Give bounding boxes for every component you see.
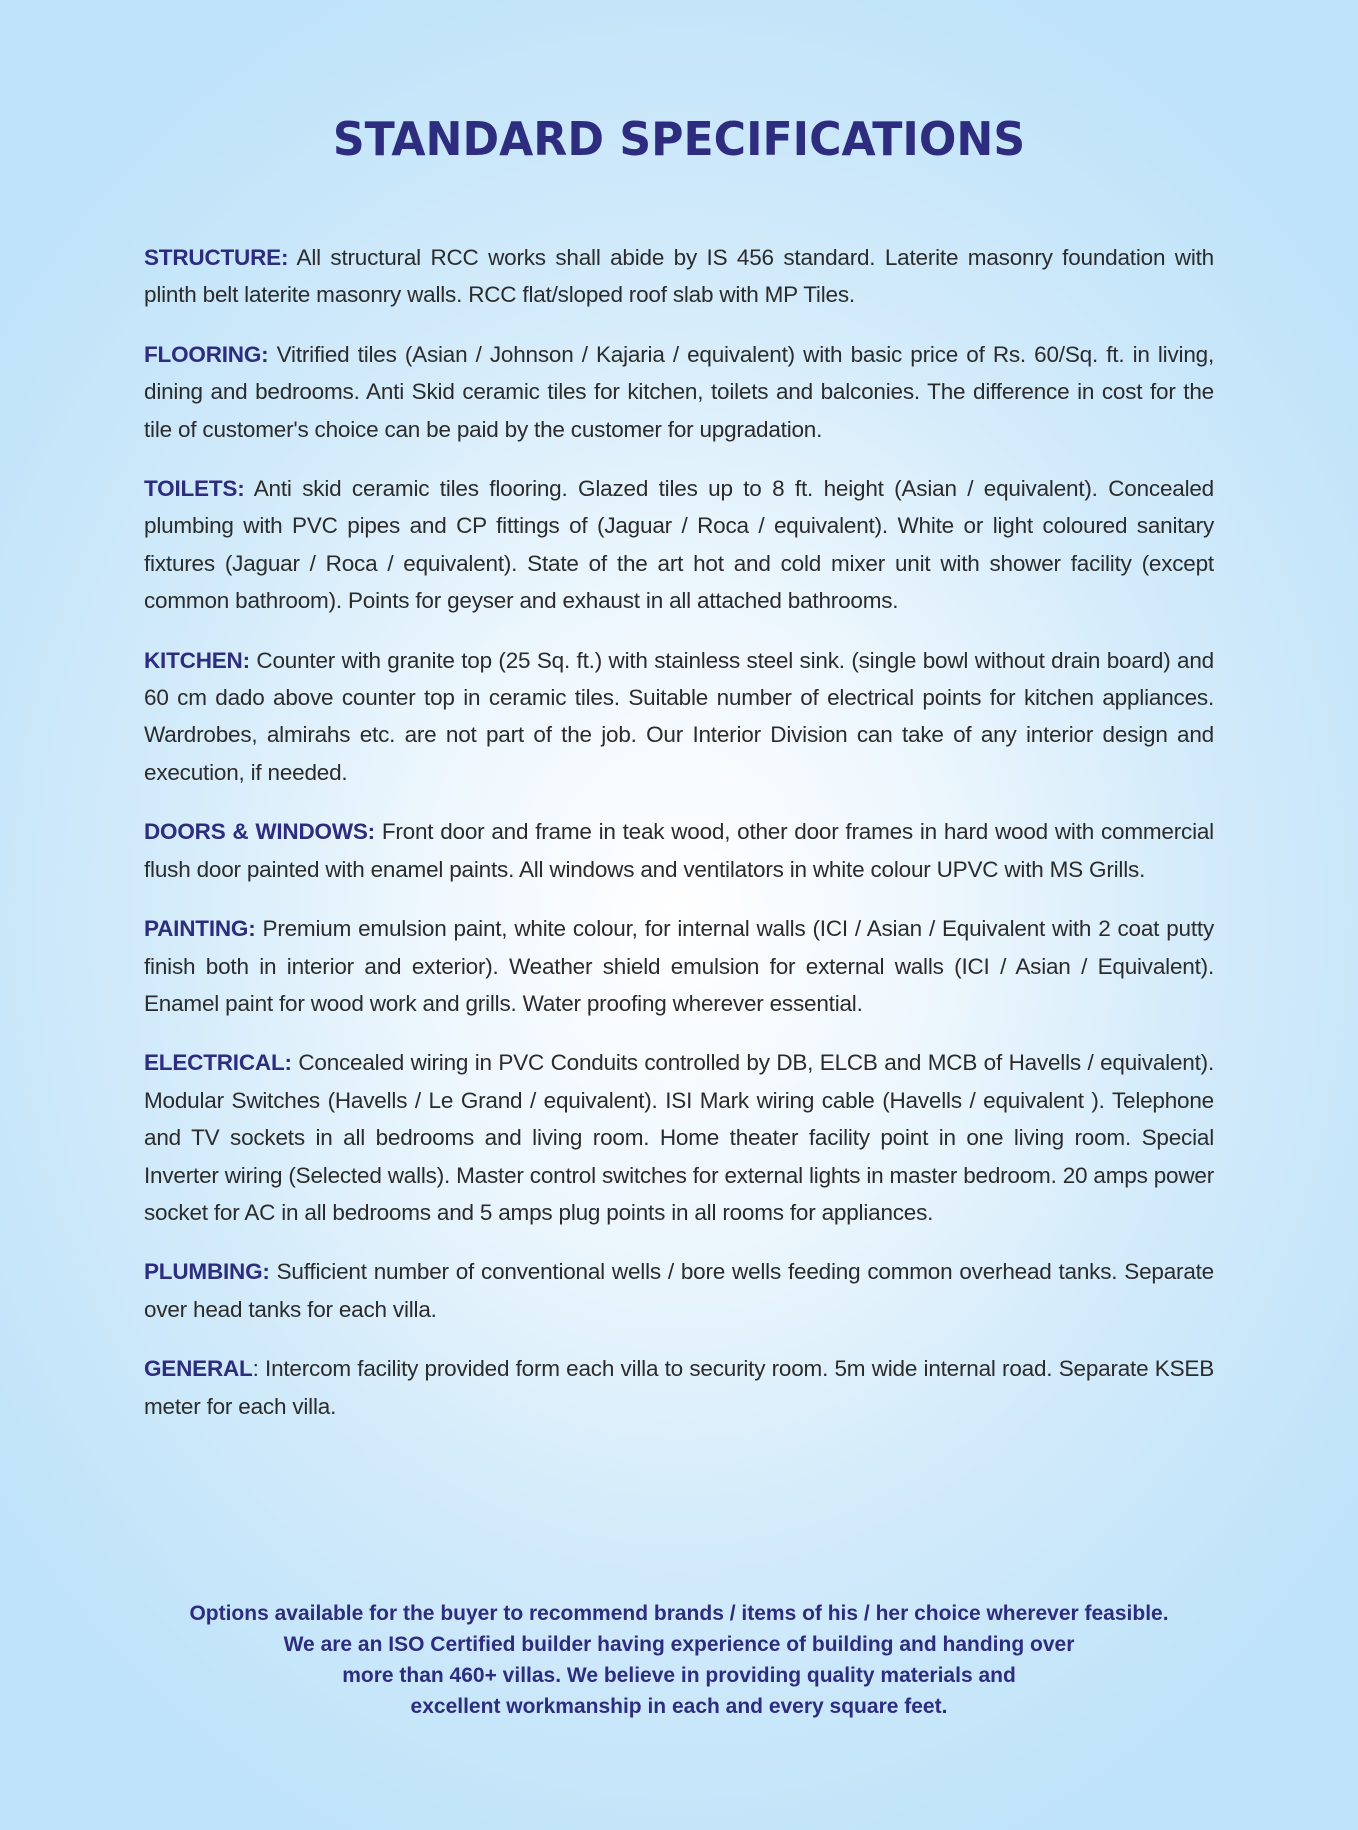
- spec-text: All structural RCC works shall abide by IS 456 standard. Laterite masonry foundation with plinth belt laterite masonry walls. RCC flat/sloped roof slab with MP Tiles.: [144, 245, 1214, 308]
- footer-line: We are an ISO Certified builder having experience of building and handing over: [283, 1633, 1075, 1656]
- spec-text: Vitrified tiles (Asian / Johnson / Kajaria / equivalent) with basic price of Rs. 60/Sq. ft. in living, dining and bedrooms. Anti Skid ceramic tiles for kitchen, toilets and balconies. The difference in cost for the tile of customer's choice can be paid by the customer for upgradation.: [144, 341, 1214, 442]
- spec-kitchen: [144, 642, 1214, 792]
- spec-structure: [144, 239, 1214, 314]
- spec-label: DOORS & WINDOWS:: [144, 819, 375, 845]
- spec-text: : Intercom facility provided form each villa to security room. 5m wide internal road. Separate KSEB meter for each villa.: [144, 1356, 1214, 1419]
- spec-text: Front door and frame in teak wood, other door frames in hard wood with commercial flush door painted with enamel paints. All windows and ventilators in white colour UPVC with MS Grills.: [144, 819, 1214, 882]
- spec-text: Anti skid ceramic tiles flooring. Glazed tiles up to 8 ft. height (Asian / equivalent). Concealed plumbing with PVC pipes and CP fittings of (Jaguar / Roca / equivalent). White or light coloured sanitary fixtures (Jaguar / Roca / equivalent). State of the art hot and cold mixer unit with shower facility (except common bathroom). Points for geyser and exhaust in all attached bathrooms.: [144, 476, 1214, 614]
- spec-toilets: [144, 470, 1214, 620]
- spec-label: TOILETS:: [144, 476, 245, 502]
- spec-electrical: [144, 1044, 1214, 1231]
- spec-label: PAINTING:: [144, 916, 256, 942]
- spec-text: Premium emulsion paint, white colour, for internal walls (ICI / Asian / Equivalent with 2 coat putty finish both in interior and exterior). Weather shield emulsion for external walls (ICI / Asian / Equivalent). Enamel paint for wood work and grills. Water proofing wherever essential.: [144, 916, 1214, 1016]
- spec-text: Sufficient number of conventional wells / bore wells feeding common overhead tanks. Separate over head tanks for each villa.: [144, 1259, 1214, 1322]
- spec-label: STRUCTURE:: [144, 245, 289, 270]
- page-title: STANDARD SPECIFICATIONS: [332, 112, 1026, 166]
- spec-doors-windows: [144, 813, 1214, 888]
- spec-label: KITCHEN:: [144, 647, 250, 673]
- spec-label: ELECTRICAL:: [144, 1050, 292, 1076]
- footer-line: excellent workmanship in each and every square feet.: [410, 1695, 948, 1718]
- spec-text: Concealed wiring in PVC Conduits controlled by DB, ELCB and MCB of Havells / equivalent). Modular Switches (Havells / Le Grand / equivalent). ISI Mark wiring cable (Havells / equivalent ). Telephone and TV sockets in all bedrooms and living room. Home theater facility point in one living room. Special Inverter wiring (Selected walls). Master control switches for external lights in master bedroom. 20 amps power socket for AC in all bedrooms and 5 amps plug points in all rooms for appliances.: [144, 1050, 1214, 1225]
- spec-plumbing: [144, 1253, 1214, 1328]
- footer-line: Options available for the buyer to recommend brands / items of his / her choice wherever feasible.: [189, 1602, 1169, 1625]
- spec-painting: [144, 910, 1214, 1022]
- spec-general: [144, 1350, 1214, 1425]
- spec-label: FLOORING:: [144, 341, 269, 367]
- specifications-list: [144, 239, 1214, 1447]
- footer-note: [100, 1598, 1258, 1722]
- footer-line: more than 460+ villas. We believe in providing quality materials and: [342, 1664, 1016, 1687]
- spec-text: Counter with granite top (25 Sq. ft.) with stainless steel sink. (single bowl without drain board) and 60 cm dado above counter top in ceramic tiles. Suitable number of electrical points for kitchen appliances. Wardrobes, almirahs etc. are not part of the job. Our Interior Division can take of any interior design and execution, if needed.: [144, 647, 1214, 785]
- spec-label: GENERAL: [144, 1356, 253, 1382]
- spec-label: PLUMBING:: [144, 1259, 270, 1285]
- spec-flooring: [144, 336, 1214, 448]
